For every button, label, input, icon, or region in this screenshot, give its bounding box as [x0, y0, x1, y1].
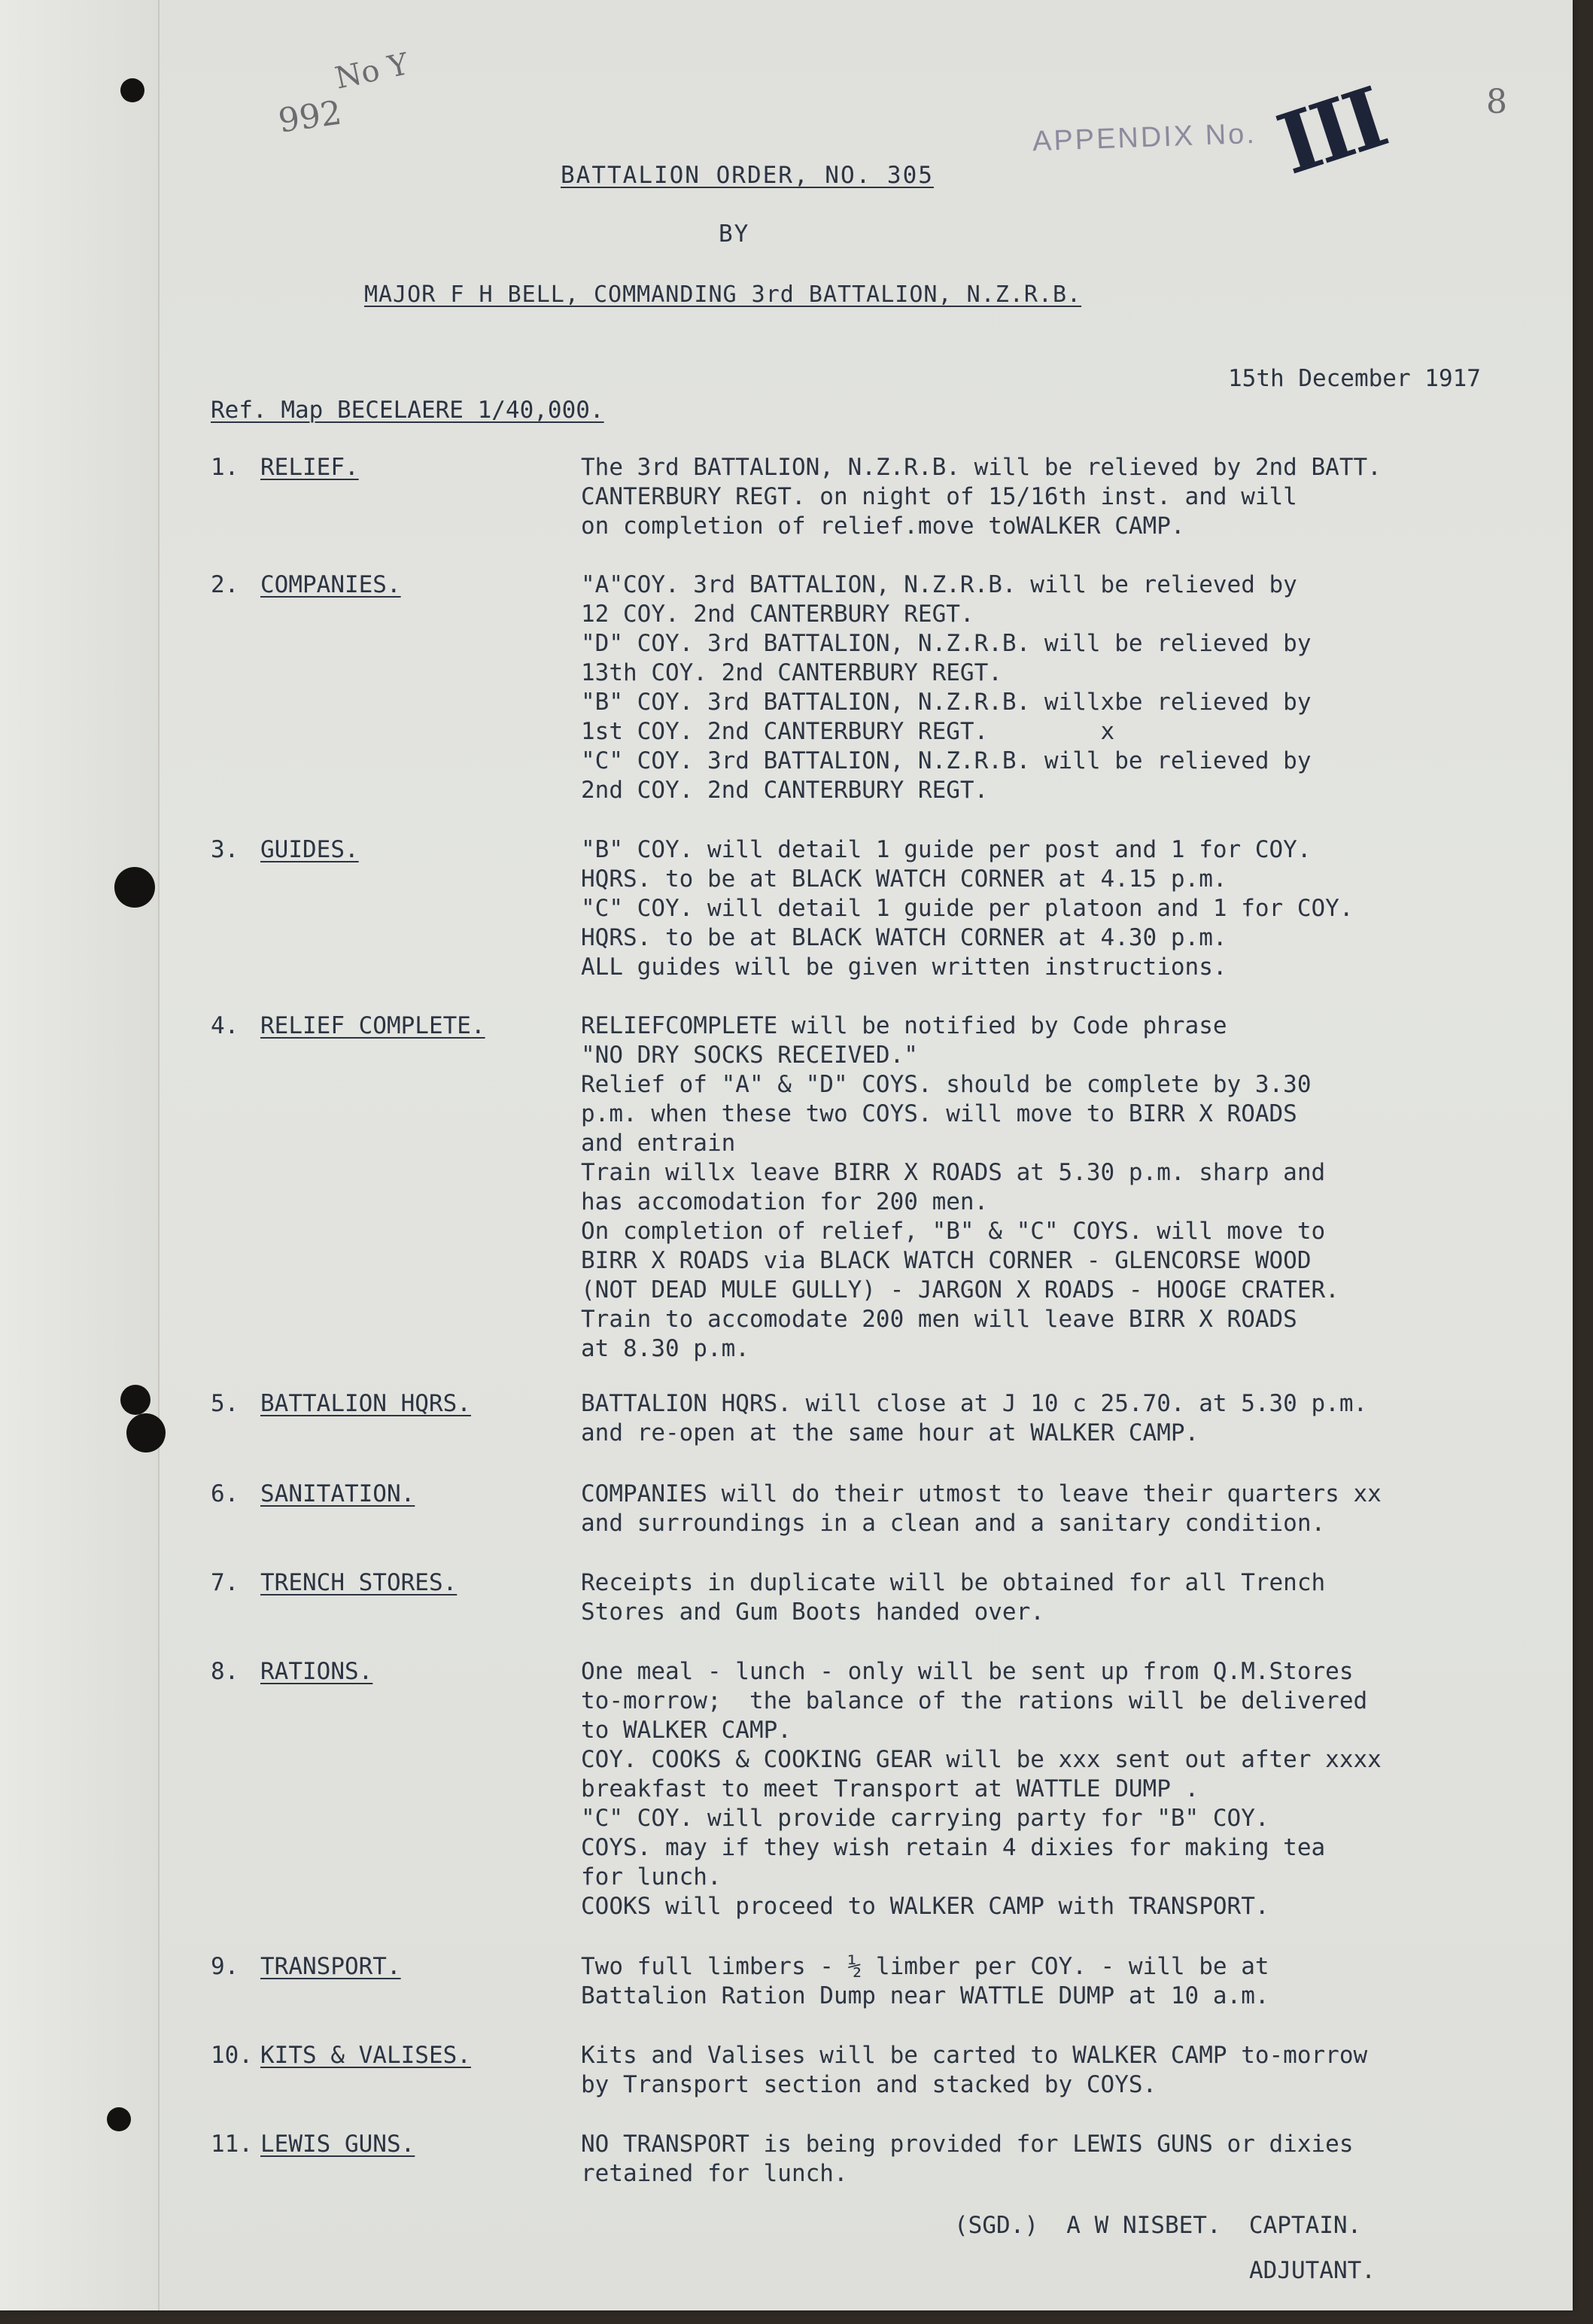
item-line: retained for lunch.: [581, 2160, 848, 2187]
item-line: "C" COY. will provide carrying party for "B" COY.: [581, 1805, 1269, 1832]
punch-hole-icon: [114, 867, 155, 908]
item-line: (NOT DEAD MULE GULLY) - JARGON X ROADS - HOOGE CRATER.: [581, 1276, 1339, 1303]
item-line: BIRR X ROADS via BLACK WATCH CORNER - GLENCORSE WOOD: [581, 1247, 1312, 1274]
item-line: COOKS will proceed to WALKER CAMP with TRANSPORT.: [581, 1893, 1269, 1920]
order-date: 15th December 1917: [1228, 365, 1481, 392]
punch-hole-icon: [120, 78, 144, 102]
item-line: One meal - lunch - only will be sent up from Q.M.Stores: [581, 1658, 1354, 1685]
item-line: COMPANIES will do their utmost to leave their quarters xx: [581, 1480, 1382, 1507]
item-title: LEWIS GUNS.: [260, 2131, 415, 2158]
item-line: p.m. when these two COYS. will move to BIRR X ROADS: [581, 1100, 1297, 1127]
item-line: "B" COY. 3rd BATTALION, N.Z.R.B. willxbe relieved by: [581, 689, 1312, 716]
item-title: RELIEF COMPLETE.: [260, 1012, 485, 1039]
page-number: 8: [1486, 83, 1507, 121]
item-title: TRENCH STORES.: [260, 1569, 458, 1596]
item-line: "B" COY. will detail 1 guide per post and 1 for COY.: [581, 836, 1312, 863]
item-line: to-morrow; the balance of the rations will be delivered: [581, 1687, 1368, 1714]
item-line: and surroundings in a clean and a sanitary condition.: [581, 1510, 1326, 1537]
item-line: "D" COY. 3rd BATTALION, N.Z.R.B. will be relieved by: [581, 630, 1312, 657]
punch-hole-icon: [120, 1385, 150, 1415]
item-line: "NO DRY SOCKS RECEIVED.": [581, 1042, 918, 1069]
item-number: 2.: [211, 571, 239, 598]
item-number: 3.: [211, 836, 239, 863]
item-line: has accomodation for 200 men.: [581, 1188, 989, 1215]
item-title: TRANSPORT.: [260, 1953, 401, 1980]
order-commander: MAJOR F H BELL, COMMANDING 3rd BATTALION, N.Z.R.B.: [364, 281, 1082, 308]
item-line: 1st COY. 2nd CANTERBURY REGT. x: [581, 718, 1115, 745]
order-by: BY: [719, 221, 750, 248]
item-line: "A"COY. 3rd BATTALION, N.Z.R.B. will be relieved by: [581, 571, 1297, 598]
item-line: 2nd COY. 2nd CANTERBURY REGT.: [581, 777, 989, 804]
item-number: 8.: [211, 1658, 239, 1685]
item-line: breakfast to meet Transport at WATTLE DUMP .: [581, 1775, 1199, 1802]
map-reference: Ref. Map BECELAERE 1/40,000.: [211, 397, 604, 424]
item-number: 11.: [211, 2131, 253, 2158]
item-line: Kits and Valises will be carted to WALKER CAMP to-morrow: [581, 2042, 1368, 2069]
left-margin-strip: [0, 0, 160, 2310]
item-title: RELIEF.: [260, 454, 359, 481]
item-line: 13th COY. 2nd CANTERBURY REGT.: [581, 659, 1002, 686]
item-line: HQRS. to be at BLACK WATCH CORNER at 4.30 p.m.: [581, 924, 1227, 951]
item-line: "C" COY. will detail 1 guide per platoon and 1 for COY.: [581, 895, 1354, 922]
punch-hole-icon: [107, 2107, 131, 2131]
item-line: and entrain: [581, 1130, 736, 1157]
pencil-no: No Y: [332, 47, 412, 96]
item-line: to WALKER CAMP.: [581, 1717, 792, 1744]
order-title: BATTALION ORDER, NO. 305: [561, 162, 934, 189]
item-line: NO TRANSPORT is being provided for LEWIS GUNS or dixies: [581, 2131, 1354, 2158]
item-line: by Transport section and stacked by COYS.: [581, 2071, 1157, 2098]
appendix-numeral: III: [1266, 69, 1394, 193]
item-line: Two full limbers - ½ limber per COY. - will be at: [581, 1953, 1269, 1980]
item-line: Train willx leave BIRR X ROADS at 5.30 p.m. sharp and: [581, 1159, 1326, 1186]
item-line: BATTALION HQRS. will close at J 10 c 25.70. at 5.30 p.m.: [581, 1390, 1368, 1417]
appendix-stamp: APPENDIX No.: [1032, 117, 1257, 158]
item-number: 6.: [211, 1480, 239, 1507]
item-number: 1.: [211, 454, 239, 481]
item-number: 7.: [211, 1569, 239, 1596]
item-line: on completion of relief.move toWALKER CAMP.: [581, 513, 1185, 540]
signature-line: (SGD.) A W NISBET. CAPTAIN.: [954, 2212, 1362, 2239]
item-line: The 3rd BATTALION, N.Z.R.B. will be relieved by 2nd BATT.: [581, 454, 1382, 481]
item-title: KITS & VALISES.: [260, 2042, 471, 2069]
item-number: 5.: [211, 1390, 239, 1417]
item-line: COYS. may if they wish retain 4 dixies for making tea: [581, 1834, 1326, 1861]
item-line: Receipts in duplicate will be obtained for all Trench: [581, 1569, 1326, 1596]
item-title: RATIONS.: [260, 1658, 373, 1685]
item-title: GUIDES.: [260, 836, 359, 863]
item-line: RELIEFCOMPLETE will be notified by Code phrase: [581, 1012, 1227, 1039]
item-line: and re-open at the same hour at WALKER CAMP.: [581, 1419, 1199, 1446]
item-line: 12 COY. 2nd CANTERBURY REGT.: [581, 601, 974, 628]
item-line: Stores and Gum Boots handed over.: [581, 1599, 1044, 1626]
item-line: HQRS. to be at BLACK WATCH CORNER at 4.15 p.m.: [581, 865, 1227, 893]
punch-hole-icon: [126, 1413, 166, 1452]
item-title: COMPANIES.: [260, 571, 401, 598]
item-line: at 8.30 p.m.: [581, 1335, 749, 1362]
item-title: SANITATION.: [260, 1480, 415, 1507]
item-number: 4.: [211, 1012, 239, 1039]
item-number: 9.: [211, 1953, 239, 1980]
item-line: Relief of "A" & "D" COYS. should be complete by 3.30: [581, 1071, 1312, 1098]
item-line: ALL guides will be given written instructions.: [581, 954, 1227, 981]
item-line: for lunch.: [581, 1863, 722, 1891]
item-line: "C" COY. 3rd BATTALION, N.Z.R.B. will be relieved by: [581, 747, 1312, 774]
item-line: CANTERBURY REGT. on night of 15/16th inst. and will: [581, 483, 1297, 510]
signature-title: ADJUTANT.: [1249, 2257, 1376, 2284]
item-line: Train to accomodate 200 men will leave BIRR X ROADS: [581, 1306, 1297, 1333]
item-title: BATTALION HQRS.: [260, 1390, 471, 1417]
item-number: 10.: [211, 2042, 253, 2069]
item-line: Battalion Ration Dump near WATTLE DUMP at 10 a.m.: [581, 1982, 1269, 2009]
pencil-number: 992: [275, 93, 345, 141]
item-line: On completion of relief, "B" & "C" COYS. will move to: [581, 1218, 1326, 1245]
item-line: COY. COOKS & COOKING GEAR will be xxx sent out after xxxx: [581, 1746, 1382, 1773]
